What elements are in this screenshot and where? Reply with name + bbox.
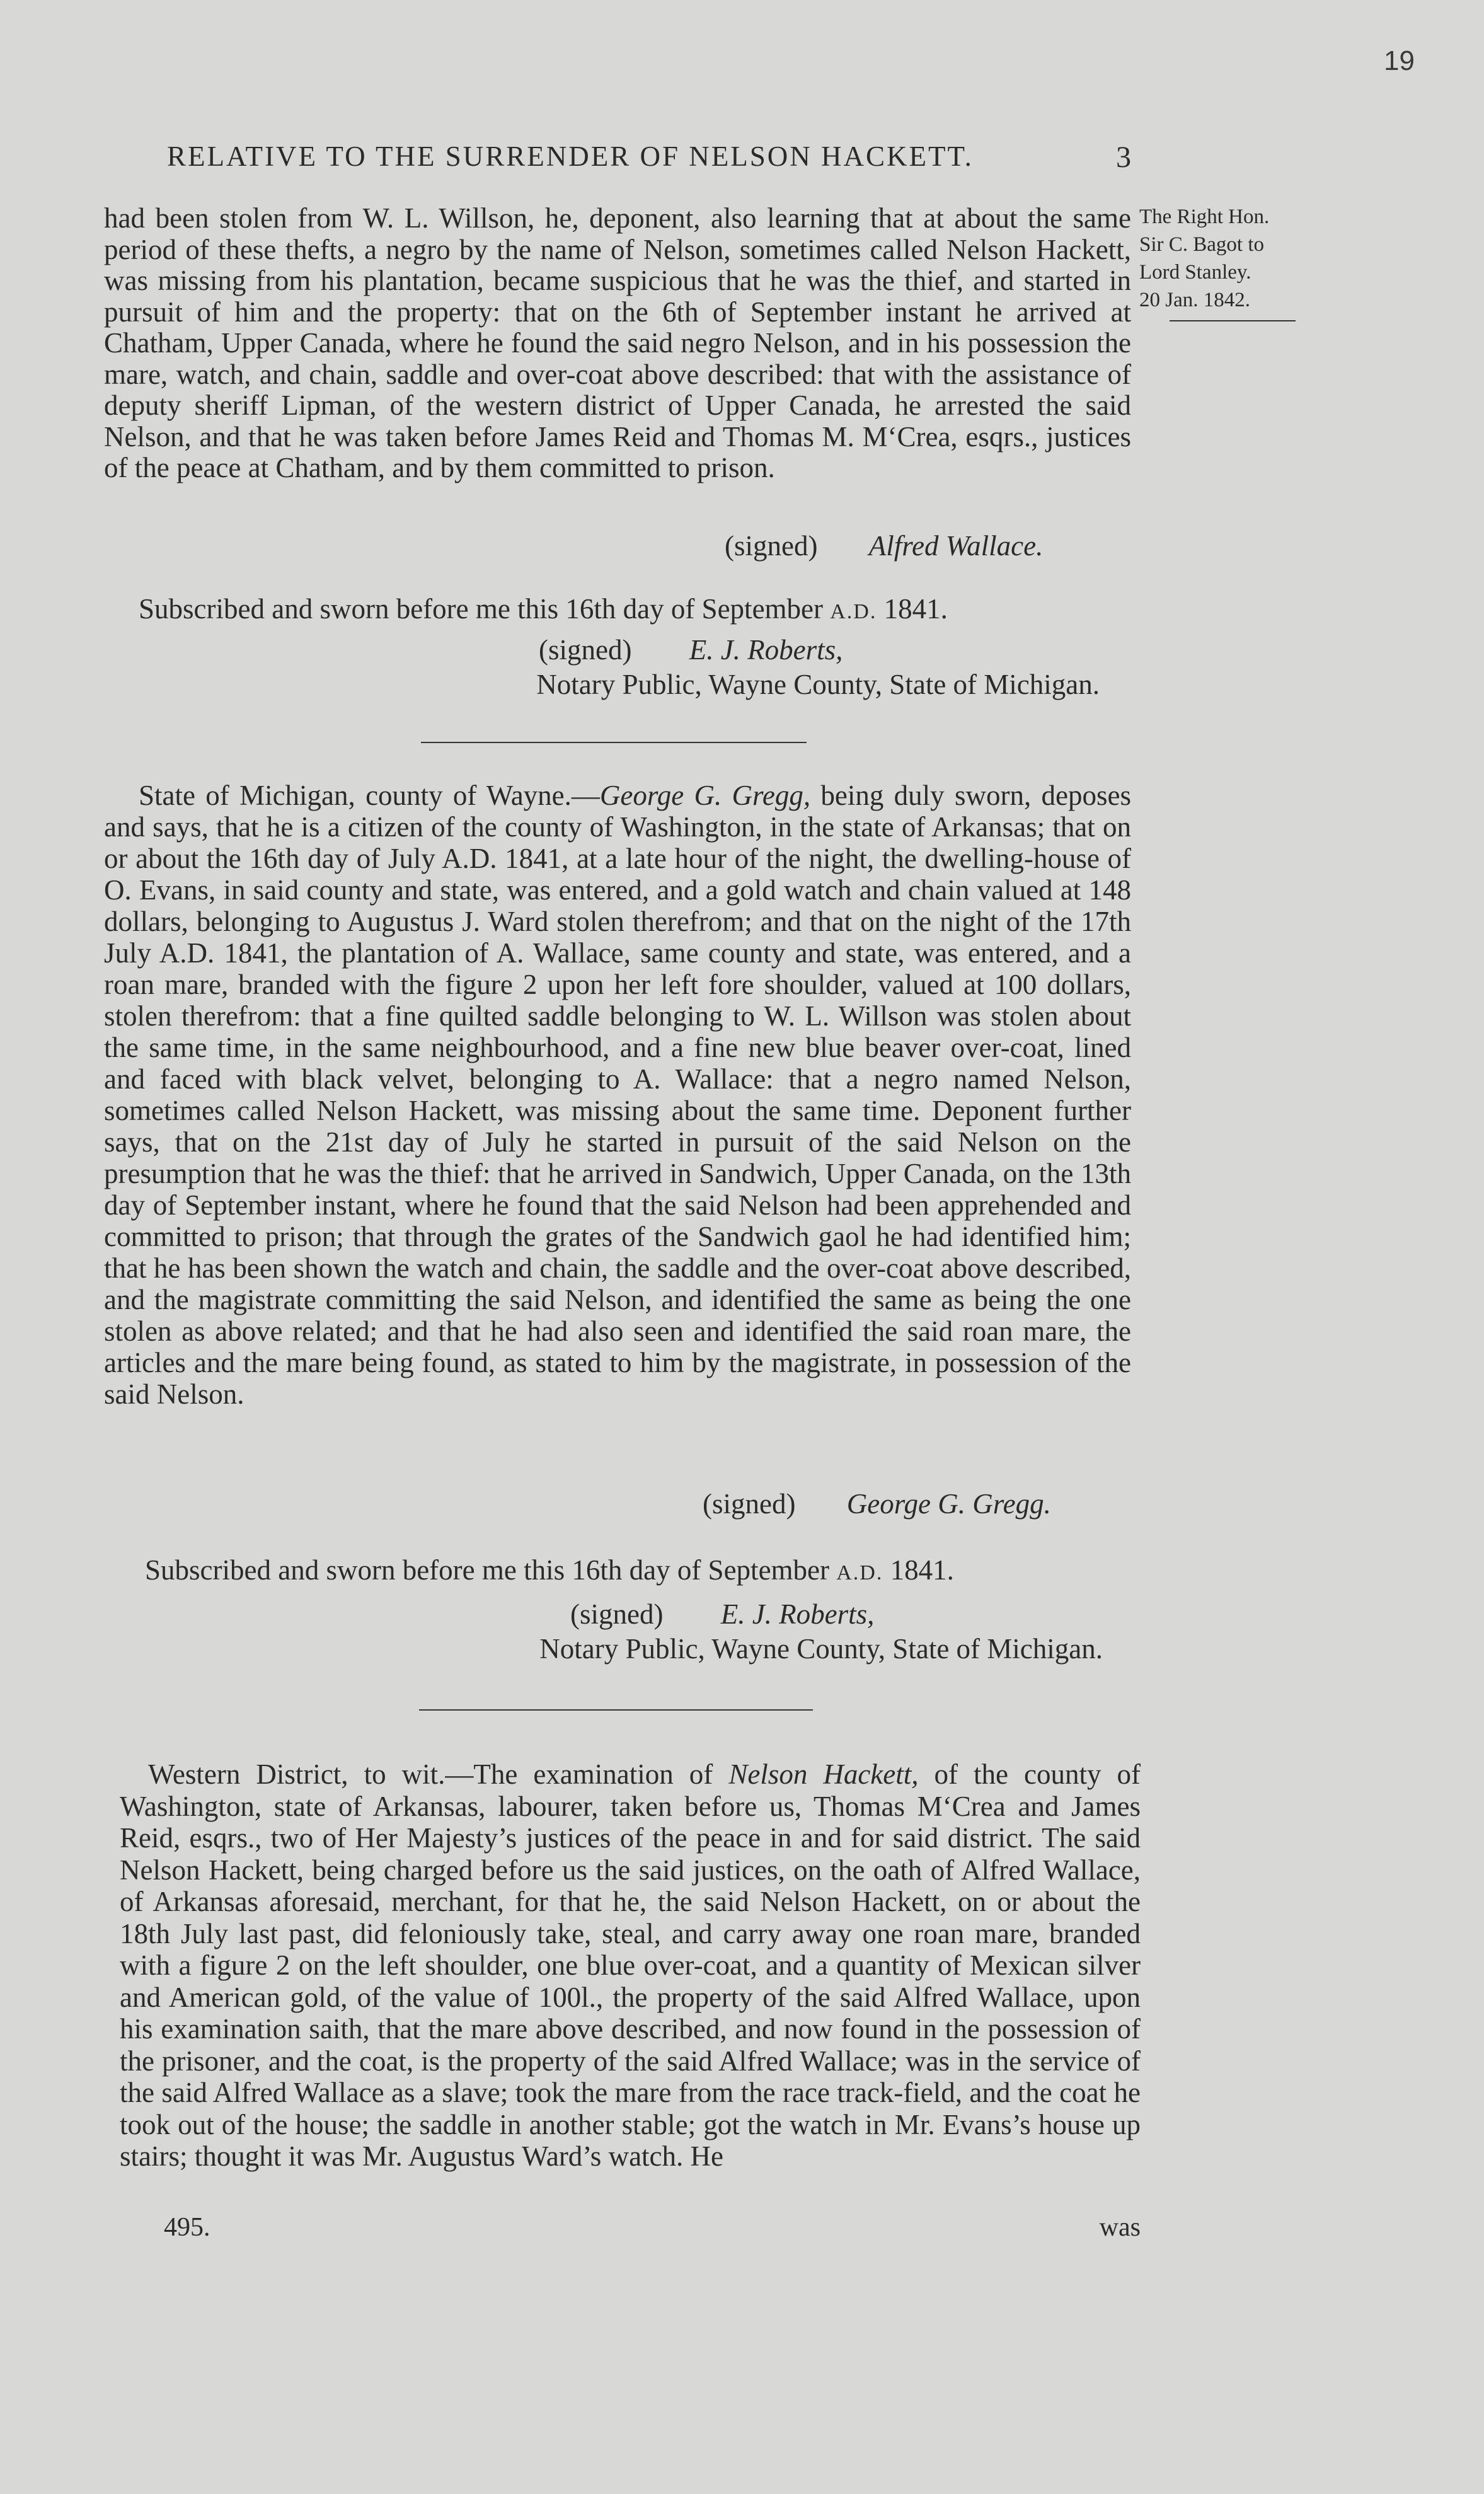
corner-page-number: 19 (1384, 45, 1415, 76)
notary-signature-line (570, 1598, 1074, 1631)
gregg-intro: State of Michigan, county of Wayne.— (139, 780, 600, 811)
sworn-year: 1841. (890, 1554, 954, 1586)
sworn-text: Subscribed and sworn before me this 16th day of September (145, 1554, 829, 1586)
marginal-note (1139, 203, 1316, 321)
sworn-text: Subscribed and sworn before me this 16th day of September (139, 593, 823, 625)
section-divider (421, 742, 807, 743)
examinee-name: Nelson Hackett, (728, 1758, 919, 1790)
wallace-sworn-statement (139, 592, 1166, 625)
gregg-deposition (104, 780, 1131, 1410)
signed-label: (signed) (703, 1488, 796, 1520)
hackett-examination-text (120, 1758, 1141, 2173)
notary-signed-label: (signed) (570, 1598, 664, 1630)
section-divider (419, 1709, 813, 1711)
examination-intro: Western District, to wit.—The examination of (148, 1758, 713, 1790)
gregg-body: being duly sworn, deposes and says, that he is a citizen of the county of Washington, in the state of Arkansas; that on or about the 16th day of July A.D. 1841, at a late hour of the night, the dwelling-house of O. Evans, in said county and state, was entered, and a gold watch and chain valued at 148 dollars, belonging to Augustus J. Ward stolen therefrom; and that on the night of the 17th July A.D. 1841, the plantation of A. Wallace, same county and state, was entered, and a roan mare, branded with the figure 2 upon her left fore shoulder, valued at 100 dollars, stolen therefrom: that a fine quilted saddle belonging to W. L. Willson was stolen about the same time, in the same neighbourhood, and a fine new blue beaver over-coat, lined and faced with black velvet, belonging to A. Wallace: that a negro named Nelson, sometimes called Nelson Hackett, was missing about the same time. Deponent further says, that on the 21st day of July he started in pursuit of the said Nelson on the presumption that he was the thief: that he arrived in Sandwich, Upper Canada, on the 13th day of September instant, where he found that the said Nelson had been apprehended and committed to prison; that through the grates of the Sandwich gaol he had identified him; that he has been shown the watch and chain, the saddle and the over-coat above described, and the magistrate committing the said Nelson, and identified the same as being the one stolen as above related; and that he had also seen and identified the said roan mare, the articles and the mare being found, as stated to him by the magistrate, in possession of the said Nelson. (104, 780, 1131, 1410)
notary-name: E. J. Roberts, (689, 634, 843, 666)
wallace-deposition (104, 203, 1131, 484)
hackett-examination (120, 1758, 1141, 2173)
running-head (167, 140, 1131, 173)
examination-body: of the county of Washington, state of Arkansas, labourer, taken before us, Thomas M‘Crea and James Reid, esqrs., two of Her Majesty’s justices of the peace in and for said district. The said Nelson Hackett, being charged before us the said justices, on the oath of Alfred Wallace, of Arkansas aforesaid, merchant, for that he, the said Nelson Hackett, on or about the 18th July last past, did feloniously take, steal, and carry away one roan mare, branded with a figure 2 on the left shoulder, one blue over-coat, and a quantity of Mexican silver and American gold, of the value of 100l., the property of the said Alfred Wallace, upon his examination saith, that the mare above described, and now found in the possession of the prisoner, and the coat, is the property of the said Alfred Wallace; was in the service of the said Alfred Wallace as a slave; took the mare from the race track-field, and the coat he took out of the house; the saddle in another stable; got the watch in Mr. Evans’s house up stairs; thought it was Mr. Augustus Ward’s watch. He (120, 1758, 1141, 2172)
signature-mark: 495. (164, 2213, 210, 2242)
wallace-signature: Alfred Wallace. (868, 530, 1044, 562)
marginal-note-line: Sir C. Bagot to (1139, 233, 1265, 256)
marginal-note-line: The Right Hon. (1139, 205, 1270, 228)
gregg-deposition-text (104, 780, 1131, 1410)
marginal-note-rule (1170, 320, 1296, 321)
signed-label: (signed) (725, 530, 818, 562)
gregg-sworn-statement (145, 1554, 1172, 1586)
gregg-signature-line (703, 1487, 1144, 1520)
marginal-note-line: Lord Stanley. (1139, 261, 1251, 284)
wallace-signature-line (725, 529, 1134, 562)
notary-name: E. J. Roberts, (720, 1598, 875, 1630)
catchword: was (1099, 2213, 1141, 2242)
notary-signed-label: (signed) (539, 634, 632, 666)
wallace-deposition-text: had been stolen from W. L. Willson, he, deponent, also learning that at about the same period of these thefts, a negro by the name of Nelson, sometimes called Nelson Hackett, was missing from his plantation, became suspicious that he was the thief, and started in pursuit of him and the property: that on the 6th of September instant he arrived at Chatham, Upper Canada, where he found the said negro Nelson, and in his possession the mare, watch, and chain, saddle and over-coat above described: that with the assistance of deputy sheriff Lipman, of the western district of Upper Canada, he arrested the said Nelson, and that he was taken before James Reid and Thomas M. M‘Crea, esqrs., justices of the peace at Chatham, and by them committed to prison. (104, 202, 1131, 483)
notary-signature-line (539, 633, 1043, 666)
gregg-signature: George G. Gregg. (846, 1488, 1051, 1520)
sworn-ad: A.D. (830, 600, 877, 623)
notary-title: Notary Public, Wayne County, State of Michigan. (536, 669, 1100, 700)
running-head-page-number: 3 (1116, 141, 1131, 174)
gregg-deponent-name: George G. Gregg, (599, 780, 811, 811)
marginal-note-line: 20 Jan. 1842. (1139, 289, 1250, 311)
sworn-ad: A.D. (836, 1561, 883, 1585)
notary-title: Notary Public, Wayne County, State of Michigan. (539, 1633, 1103, 1665)
running-head-title: RELATIVE TO THE SURRENDER OF NELSON HACKETT. (167, 141, 974, 172)
sworn-year: 1841. (883, 593, 948, 625)
